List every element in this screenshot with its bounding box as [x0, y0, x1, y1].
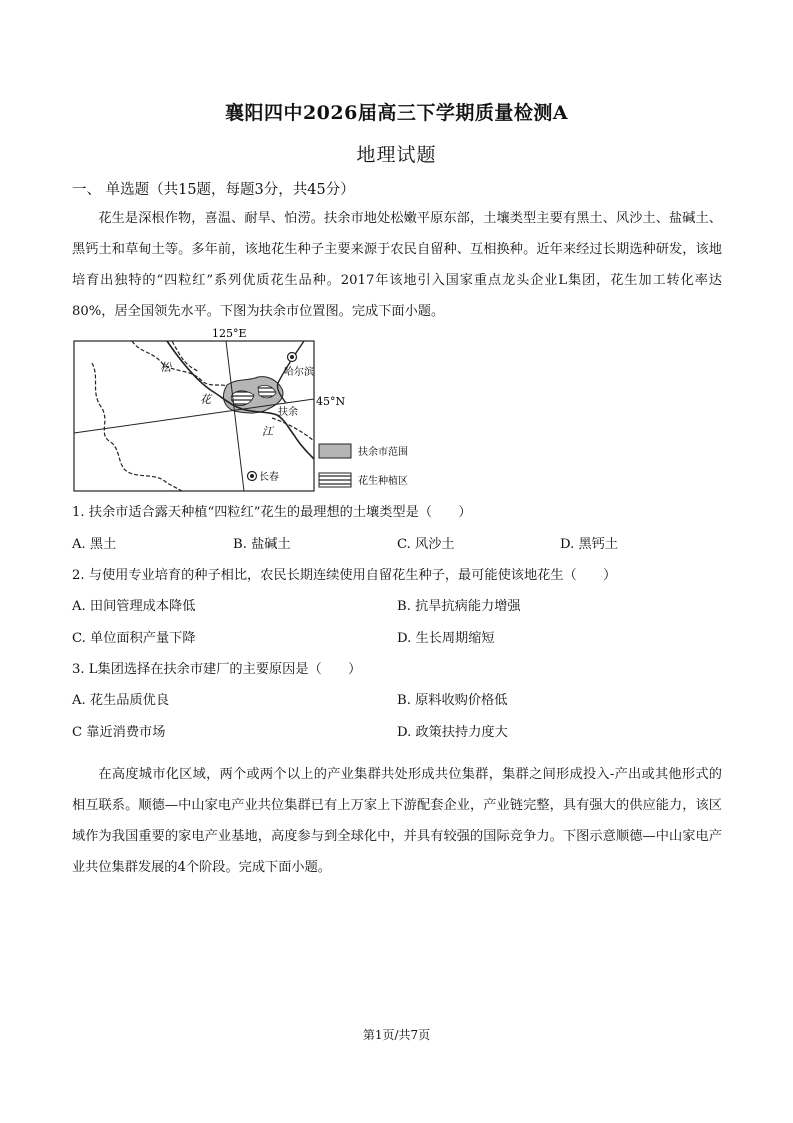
question-2-option-c[interactable]: C. 单位面积产量下降 — [72, 631, 196, 646]
river-char: 花 — [200, 393, 211, 406]
page-footer: 第1页/共7页 — [362, 1028, 431, 1042]
question-2-option-b[interactable]: B. 抗旱抗病能力增强 — [397, 599, 521, 614]
question-2-option-a[interactable]: A. 田间管理成本降低 — [72, 599, 196, 614]
passage-1-text: 花生是深根作物，喜温、耐旱、怕涝。扶余市地处松嫩平原东部，土壤类型主要有黑土、风沙土、盐碱土、黑钙土和草甸土等。多年前，该地花生种子主要来源于农民自留种、互相换种。近年来经过长期选种研发，该地培育出独特的“四粒红”系列优质花生品种。2017年该地引入国家重点龙头企业L集团，花生加工转化率达80%，居全国领先水平。下图为扶余市位置图。完成下面小题。 — [72, 211, 722, 319]
fuyu-label: 扶余 — [278, 407, 298, 418]
legend-label-peanut: 花生种植区 — [358, 476, 408, 487]
location-map — [72, 323, 408, 495]
question-3-option-b[interactable]: B. 原料收购价格低 — [397, 693, 508, 708]
legend-swatch-fuyu — [319, 444, 351, 458]
legend-label-fuyu: 扶余市范围 — [358, 447, 408, 458]
exam-subtitle: 地理试题 — [356, 144, 437, 166]
question-1-option-a[interactable]: A. 黑土 — [72, 537, 117, 552]
passage-2 — [72, 759, 722, 883]
river-char: 江 — [262, 425, 273, 438]
question-3-stem: 3. L集团选择在扶余市建厂的主要原因是（ ） — [72, 662, 362, 677]
question-2-stem: 2. 与使用专业培育的种子相比，农民长期连续使用自留花生种子，最可能使该地花生（ ） — [72, 568, 617, 583]
changchun-dot — [250, 474, 254, 478]
question-1-option-c[interactable]: C. 风沙土 — [397, 537, 455, 552]
passage-1 — [72, 203, 722, 327]
lon-label: 125°E — [212, 327, 247, 340]
question-2-option-d[interactable]: D. 生长周期缩短 — [397, 631, 495, 646]
question-1-stem: 1. 扶余市适合露天种植“四粒红”花生的最理想的土壤类型是（ ） — [72, 505, 472, 520]
passage-2-text: 在高度城市化区域，两个或两个以上的产业集群共处形成共位集群，集群之间形成投入-产出或其他形式的相互联系。顺德—中山家电产业共位集群已有上万家上下游配套企业，产业链完整，具有强大的供应能力，该区域作为我国重要的家电产业基地，高度参与到全球化中，并具有较强的国际竞争力。下图示意顺德—中山家电产业共位集群发展的4个阶段。完成下面小题。 — [72, 767, 722, 875]
question-3-option-d[interactable]: D. 政策扶持力度大 — [397, 725, 508, 740]
lat-label: 45°N — [316, 395, 346, 408]
harbin-dot — [290, 355, 294, 359]
harbin-label: 哈尔滨 — [284, 367, 314, 378]
changchun-label: 长春 — [259, 472, 279, 483]
question-3-option-c[interactable]: C 靠近消费市场 — [72, 725, 166, 740]
river-char: 松 — [160, 361, 171, 374]
question-1-option-b[interactable]: B. 盐碱土 — [233, 537, 291, 552]
legend-swatch-peanut — [319, 473, 351, 487]
question-3-option-a[interactable]: A. 花生品质优良 — [72, 693, 170, 708]
question-1-option-d[interactable]: D. 黑钙土 — [560, 537, 619, 552]
exam-title: 襄阳四中2026届高三下学期质量检测A — [224, 102, 569, 124]
section-heading: 一、 单选题（共15题，每题3分，共45分） — [72, 182, 355, 198]
